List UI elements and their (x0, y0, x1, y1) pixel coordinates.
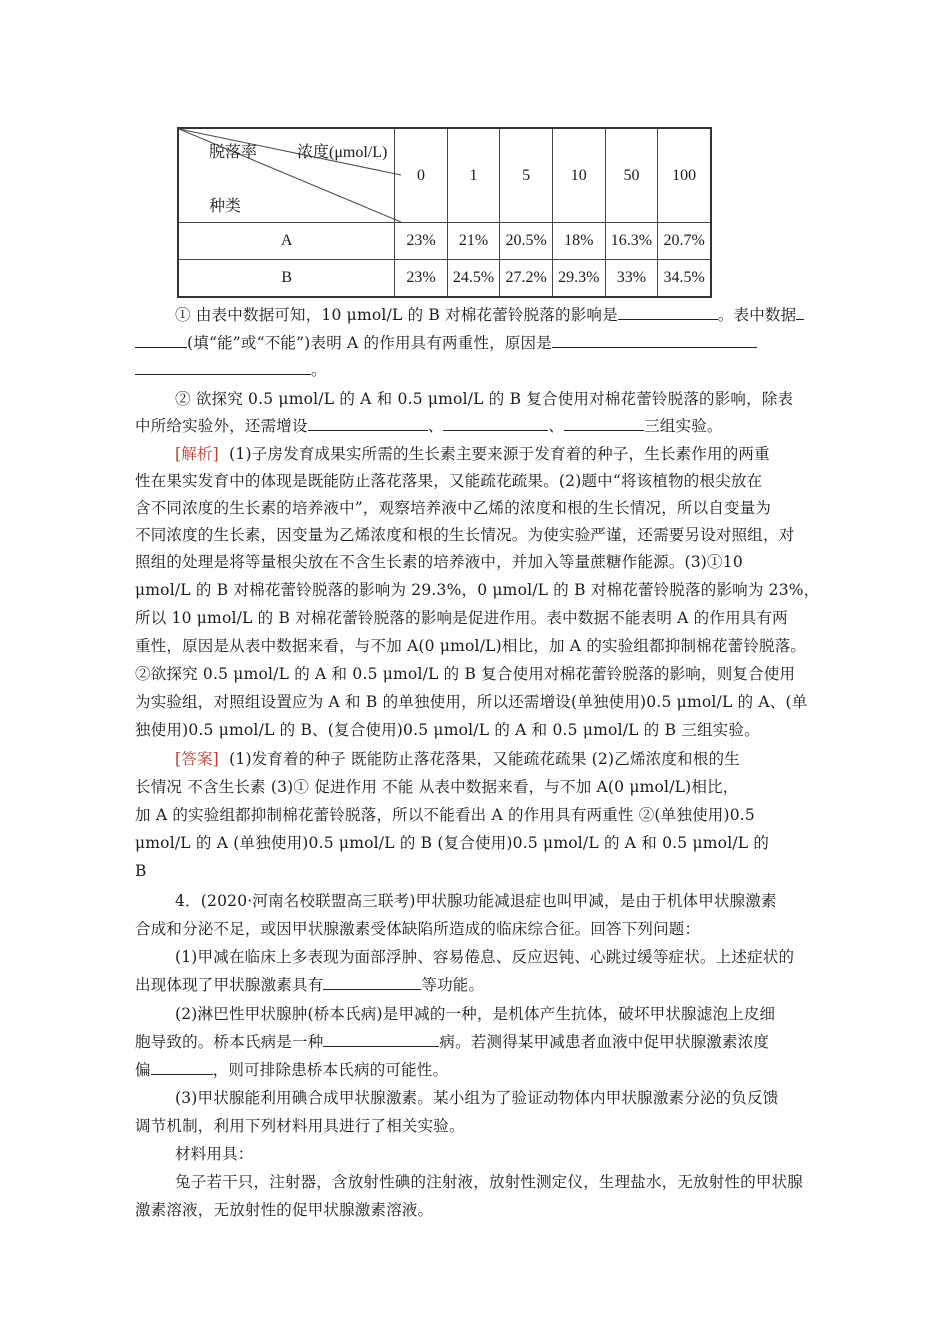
q4-line: (2)淋巴性甲状腺肿(桥本氏病)是甲减的一种，是机体产生抗体，破坏甲状腺滤泡上皮细 (175, 1005, 776, 1023)
q4-line: 胞导致的。桥本氏病是一种 病。若测得某甲减患者血液中促甲状腺激素浓度 (135, 1029, 815, 1056)
cell-b-0: 23% (395, 260, 447, 298)
answer-blank (135, 358, 311, 375)
cell-a-0: 23% (395, 223, 447, 260)
row-label-a: A (178, 223, 395, 260)
q4-line: 调节机制，利用下列材料用具进行了相关实验。 (135, 1117, 465, 1135)
cell-a-1: 21% (447, 223, 500, 260)
cell-b-4: 33% (605, 260, 658, 298)
answer-blank (552, 331, 757, 348)
cell-b-1: 24.5% (447, 260, 500, 298)
row-label-b: B (178, 260, 395, 298)
q4-line: 兔子若干只，注射器，含放射性碘的注射液，放射性测定仪，生理盐水，无放射性的甲状腺 (175, 1173, 804, 1191)
cell-b-5: 34.5% (658, 260, 711, 298)
answer-blank (323, 1030, 439, 1047)
q4-line: (1)甲减在临床上多表现为面部浮肿、容易倦息、反应迟钝、心跳过缓等症状。上述症状的 (175, 948, 795, 966)
question-line: 中所给实验外，还需增设 、 、 三组实验。 (135, 413, 815, 440)
answer-tag: [答案] (175, 750, 219, 768)
q4-line: 合成和分泌不足，或因甲状腺激素受体缺陷所造成的临床综合征。回答下列问题： (135, 920, 701, 938)
analysis-line: 不同浓度的生长素，因变量为乙烯浓度和根的生长情况。为使实验严谨，还需要另设对照组，对 (135, 526, 795, 544)
analysis-line: ②欲探究 0.5 μmol/L 的 A 和 0.5 μmol/L 的 B 复合使用对棉花蕾铃脱落的影响，则复合使用 (135, 665, 796, 683)
q4-line: 激素溶液，无放射性的促甲状腺激素溶液。 (135, 1201, 434, 1219)
answer-line: [答案] (1)发育着的种子 既能防止落花落果，又能疏花疏果 (2)乙烯浓度和根的生 (175, 750, 740, 768)
question-line: (填“能”或“不能”)表明 A 的作用具有两重性，原因是 (135, 330, 815, 357)
answer-blank (618, 303, 718, 320)
answer-blank (443, 414, 548, 431)
answer-line: μmol/L 的 A (单独使用)0.5 μmol/L 的 B (复合使用)0.5 μmol/L 的 A 和 0.5 μmol/L 的 (135, 834, 770, 852)
abscission-rate-table (177, 127, 712, 298)
analysis-line: 含不同浓度的生长素的培养液中”，观察培养液中乙烯的浓度和根的生长情况，所以自变量为 (135, 499, 772, 517)
q4-line: 偏 ，则可排除患桥本氏病的可能性。 (135, 1057, 815, 1084)
analysis-tag: [解析] (175, 445, 219, 463)
conc-50: 50 (605, 128, 658, 223)
cell-a-4: 16.3% (605, 223, 658, 260)
answer-blank (151, 1058, 213, 1075)
table-diagonal-header (178, 128, 395, 223)
answer-line: B (135, 862, 147, 880)
table-row-a (178, 223, 711, 260)
answer-blank (796, 303, 804, 320)
header-concentration: 浓度(μmol/L) (297, 144, 388, 161)
header-rate: 脱落率 (209, 144, 258, 161)
analysis-line: 为实验组，对照组设置应为 A 和 B 的单独使用，所以还需增设(单独使用)0.5 μmol/L 的 A、(单 (135, 693, 808, 711)
conc-10: 10 (552, 128, 605, 223)
conc-5: 5 (500, 128, 553, 223)
q4-line: 4．(2020·河南名校联盟高三联考)甲状腺功能减退症也叫甲减，是由于机体甲状腺激素 (175, 892, 777, 910)
analysis-line: 性在果实发育中的体现是既能防止落花落果，又能疏花疏果。(2)题中“将该植物的根尖放在 (135, 472, 763, 490)
q4-line: (3)甲状腺能利用碘合成甲状腺激素。某小组为了验证动物体内甲状腺激素分泌的负反馈 (175, 1089, 779, 1107)
analysis-line: [解析] (1)子房发育成果实所需的生长素主要来源于发育着的种子，生长素作用的两重 (175, 445, 770, 463)
cell-a-5: 20.7% (658, 223, 711, 260)
conc-0: 0 (395, 128, 447, 223)
answer-line: 长情况 不含生长素 (3)① 促进作用 不能 从表中数据来看，与不加 A(0 μmol/L)相比， (135, 778, 739, 796)
analysis-line: 重性，原因是从表中数据来看，与不加 A(0 μmol/L)相比，加 A 的实验组都抑制棉花蕾铃脱落。 (135, 637, 807, 655)
analysis-line: 独使用)0.5 μmol/L 的 B、(复合使用)0.5 μmol/L 的 A 和 0.5 μmol/L 的 B 三组实验。 (135, 721, 760, 739)
answer-blank (308, 414, 428, 431)
analysis-line: 所以 10 μmol/L 的 B 对棉花蕾铃脱落的影响是促进作用。表中数据不能表明 A 的作用具有两 (135, 609, 788, 627)
question-line: 。 (135, 357, 815, 384)
answer-blank (564, 414, 644, 431)
answer-blank (135, 331, 187, 348)
cell-a-3: 18% (552, 223, 605, 260)
header-kind: 种类 (209, 198, 242, 215)
answer-line: 加 A 的实验组都抑制棉花蕾铃脱落，所以不能看出 A 的作用具有两重性 ②(单独使用)0.5 (135, 806, 755, 824)
cell-b-3: 29.3% (552, 260, 605, 298)
q4-line: 出现体现了甲状腺激素具有 等功能。 (135, 972, 815, 999)
conc-100: 100 (658, 128, 711, 223)
cell-a-2: 20.5% (500, 223, 553, 260)
q4-line: 材料用具： (175, 1145, 254, 1163)
question-line: ② 欲探究 0.5 μmol/L 的 A 和 0.5 μmol/L 的 B 复合使用对棉花蕾铃脱落的影响，除表 (175, 390, 794, 408)
analysis-line: μmol/L 的 B 对棉花蕾铃脱落的影响为 29.3%，0 μmol/L 的 B 对棉花蕾铃脱落的影响为 23%， (135, 581, 820, 599)
answer-blank (323, 973, 421, 990)
table-row-b (178, 260, 711, 298)
question-line: ① 由表中数据可知，10 μmol/L 的 B 对棉花蕾铃脱落的影响是 。表中数据 (175, 302, 815, 329)
analysis-line: 照组的处理是将等量根尖放在不含生长素的培养液中，并加入等量蔗糖作能源。(3)①10 (135, 553, 743, 571)
conc-1: 1 (447, 128, 500, 223)
cell-b-2: 27.2% (500, 260, 553, 298)
